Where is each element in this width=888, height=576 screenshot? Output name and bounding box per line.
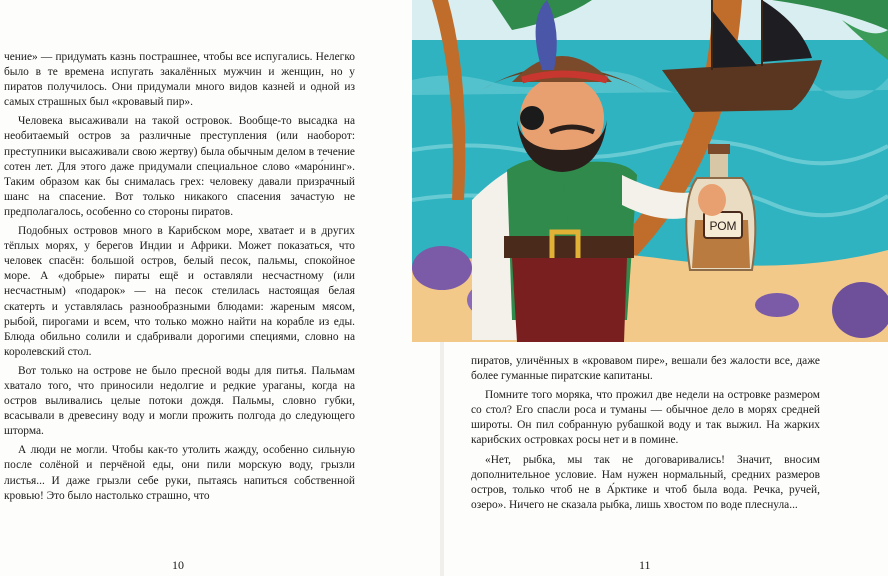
paragraph: А люди не могли. Чтобы как-то утолить жажду, особенно сильную после солёной и перчёной еды, они пили морскую воду, грызли листья... И даже грызли себе руки, пытаясь напиться собственной кровью! Это было настолько страшно, что — [4, 444, 355, 502]
pirate-drawing — [412, 0, 888, 342]
page-number-right: 11 — [639, 558, 651, 572]
pirate-illustration — [412, 0, 888, 342]
left-page-text — [4, 50, 355, 508]
paragraph: пиратов, уличённых в «кровавом пире», вешали без жалости все, даже более гуманные пиратские капитаны. — [471, 355, 820, 383]
bottle-label: РОМ — [709, 219, 737, 233]
paragraph: Человека высаживали на такой островок. Вообще-то высадка на необитаемый остров за различные преступления (или наоборот: преступники высаживали свою жертву) была обычным делом в течение сотен лет. Для этого даже придумали специальное слово «маро́нинг». Таким образом как бы снималась грех: человеку давали призрачный шанс на спасение. Вот только никакого спасения зачастую не предполагалось, особенно со стороны пиратов. — [4, 115, 355, 218]
paragraph: Помните того моряка, что прожил две недели на островке размером со стол? Его спасли роса и туманы — обычное дело в морях средней широты. Он пил собранную рубашкой воду и так выжил. На жарких карибских островках росы нет и в помине. — [471, 389, 820, 447]
paragraph: Подобных островов много в Карибском море, хватает и в других тёплых морях, у берегов Индии и Африки. Может показаться, что человек спасён: большой остров, белый песок, пальмы, спокойное море. А «добрые» пираты ещё и оставляли несчастному (или несчастным) «подарок» — на песок стелилась настоящая белая скатерть и уставлялась разнообразными блюдами: жареным мясом, рыбой, пирогами и всем, что только можно найти на корабле из еды. Блюда обильно солили и сдабривали дорогими специями, словно на королевский стол. — [4, 225, 355, 358]
paragraph: Вот только на острове не было пресной воды для питья. Пальмам хватало того, что приносили недолгие и редкие ураганы, когда на остров выливались целые потоки дождя. Пальмы, словно губки, всасывали в древесину воду и могли прожить полгода до следующего шторма. — [4, 364, 355, 438]
page-number-left: 10 — [172, 558, 184, 572]
right-page-text — [471, 354, 820, 517]
paragraph: чение» — придумать казнь пострашнее, чтобы все испугались. Нелегко было в те времена испугать закалённых мужчин и женщин, но у пиратов получилось. Они придумали много видов казней и одной из самых страшных был «кровавый пир». — [4, 51, 355, 109]
paragraph: «Нет, рыбка, мы так не договаривались! Значит, вносим дополнительное условие. Нам нужен нормальный, средних размеров остров, только чтоб не в А́рктике и чтоб была вода. Речка, ручей, озеро». Ничего не сказала рыбка, лишь хвостом по воде плеснула... — [471, 453, 820, 511]
